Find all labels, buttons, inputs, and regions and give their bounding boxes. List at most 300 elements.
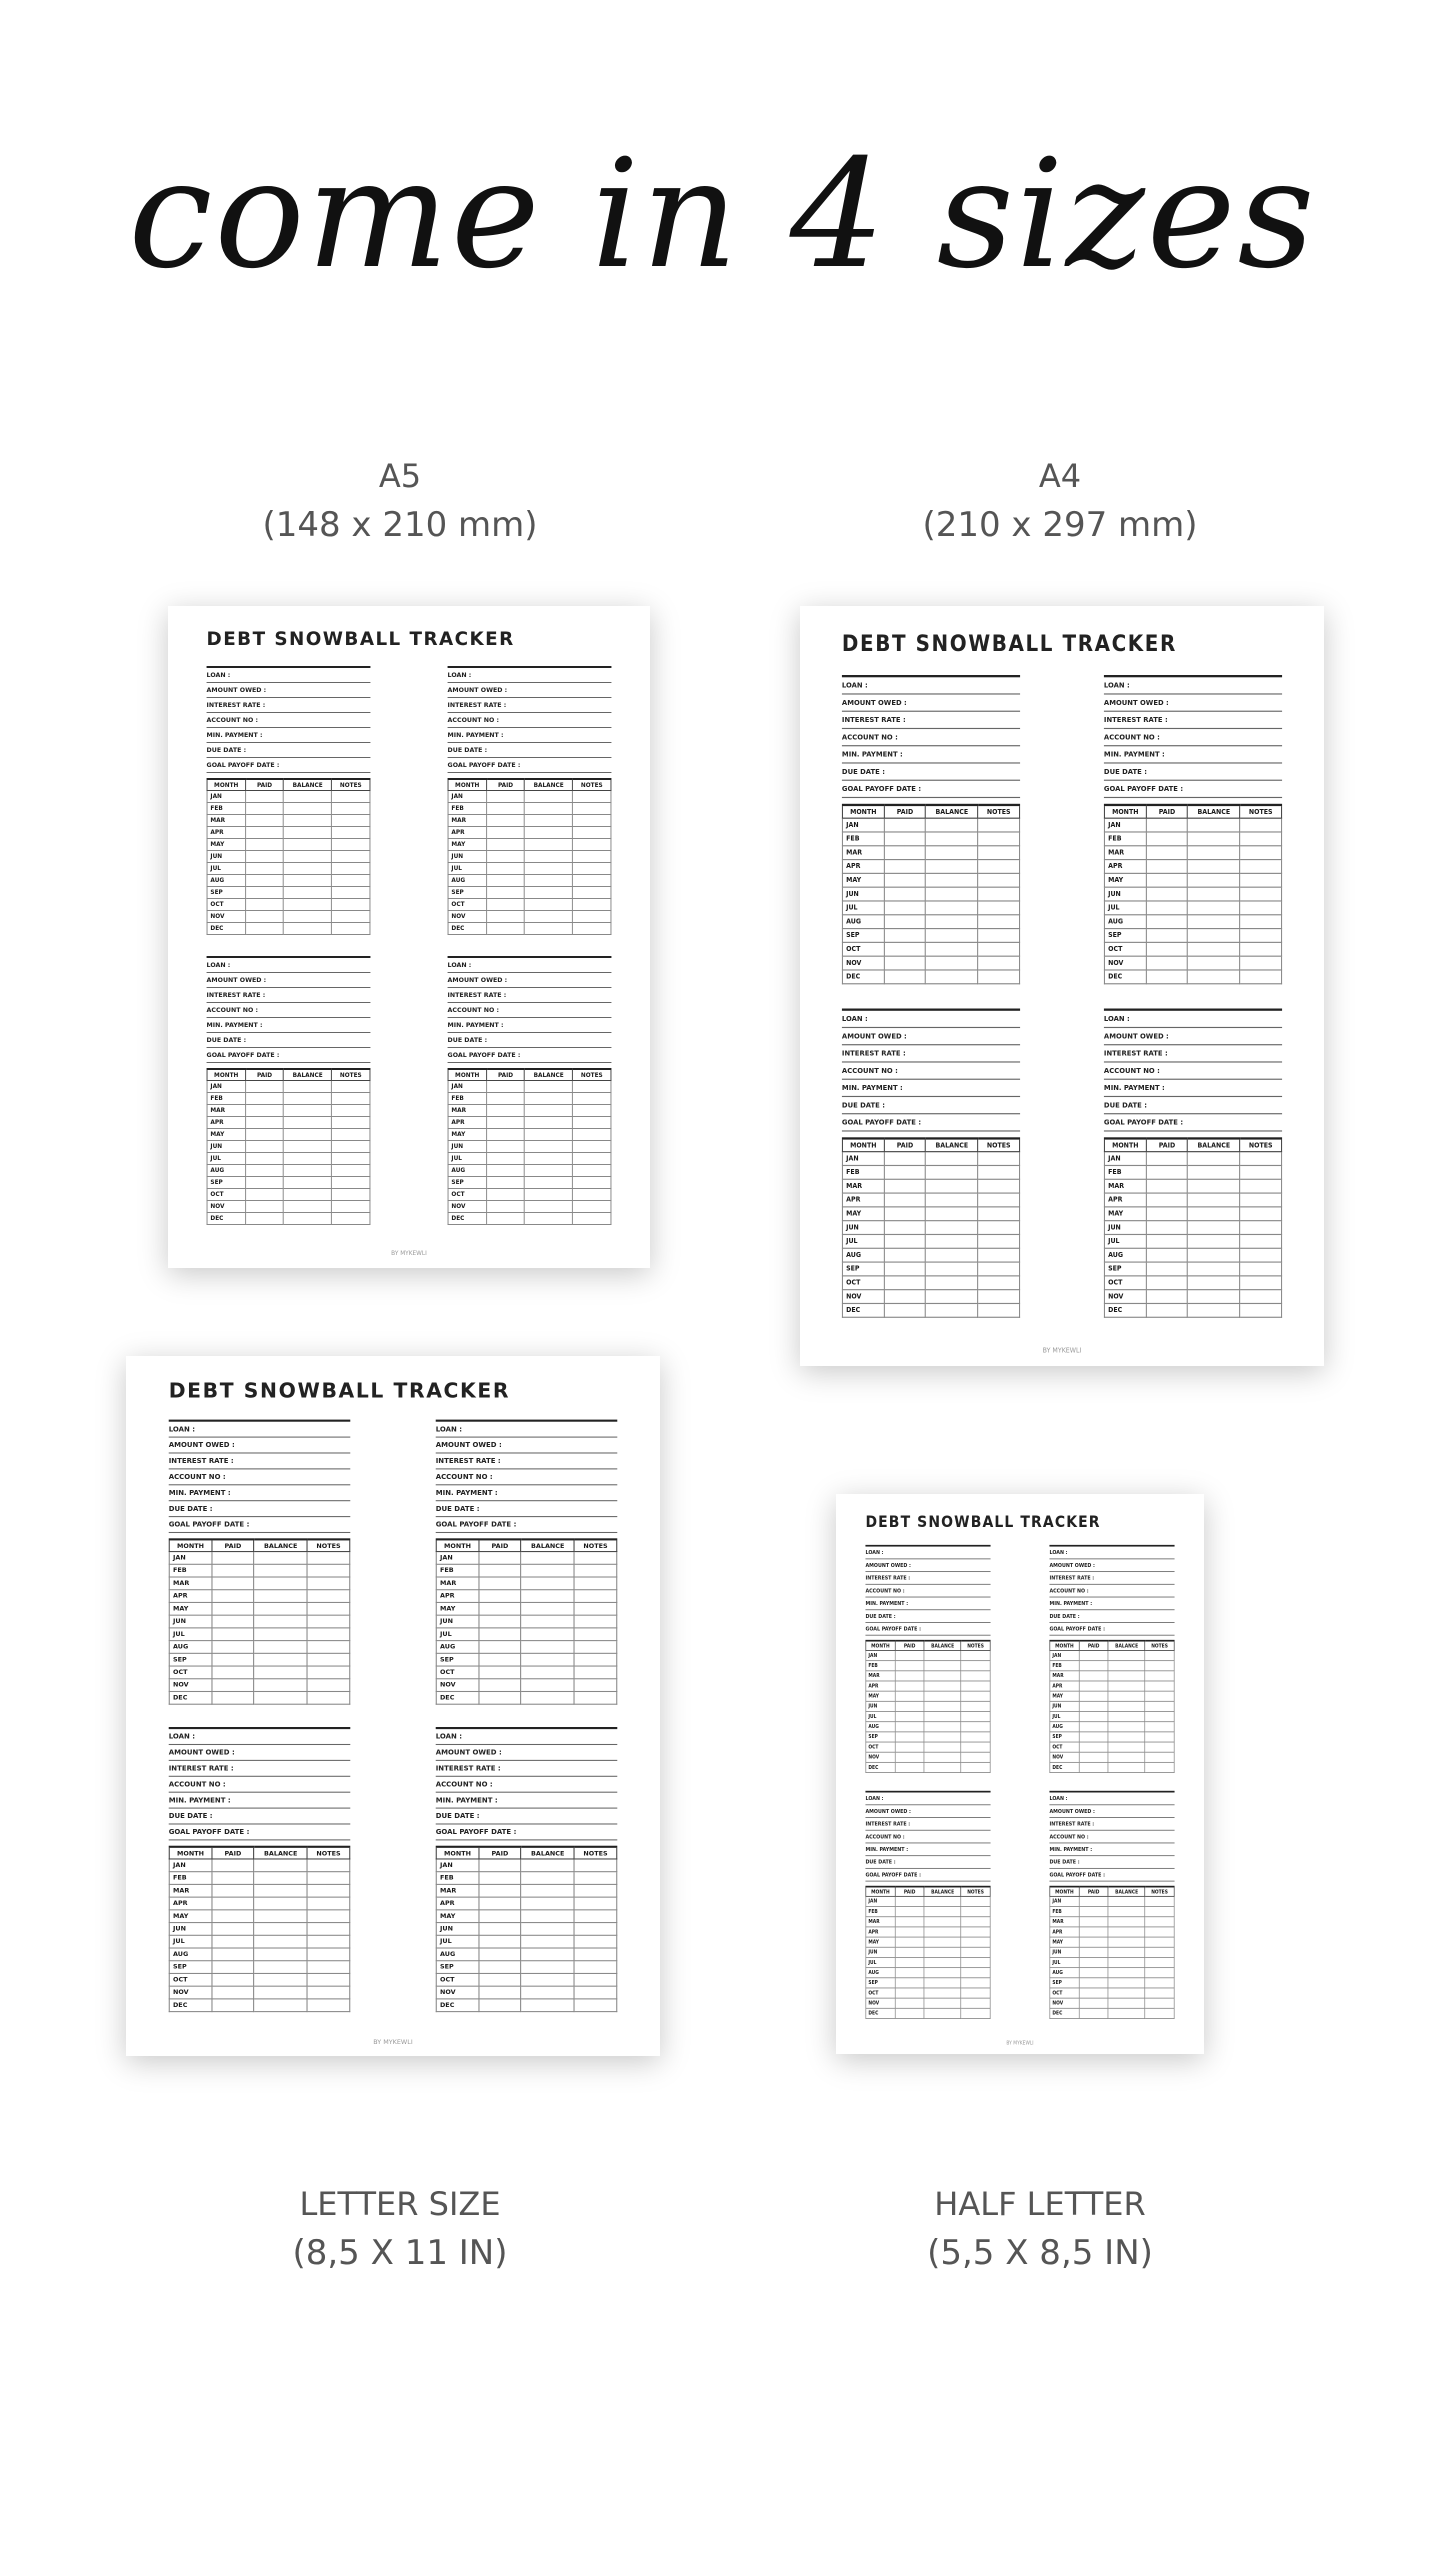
- entry-cell[interactable]: [978, 1262, 1020, 1276]
- entry-cell[interactable]: [1240, 860, 1282, 874]
- entry-cell[interactable]: [1108, 1978, 1145, 1988]
- entry-cell[interactable]: [1079, 1661, 1108, 1671]
- entry-cell[interactable]: [926, 887, 978, 901]
- entry-cell[interactable]: [521, 1679, 574, 1692]
- entry-cell[interactable]: [521, 1923, 574, 1936]
- entry-cell[interactable]: [573, 1153, 611, 1165]
- entry-cell[interactable]: [1188, 956, 1240, 970]
- entry-cell[interactable]: [1146, 818, 1188, 832]
- entry-cell[interactable]: [486, 923, 524, 935]
- entry-cell[interactable]: [573, 1141, 611, 1153]
- entry-cell[interactable]: [1145, 1917, 1174, 1927]
- entry-cell[interactable]: [245, 1093, 283, 1105]
- entry-cell[interactable]: [521, 1602, 574, 1615]
- entry-cell[interactable]: [961, 1927, 990, 1937]
- entry-cell[interactable]: [924, 1917, 961, 1927]
- entry-cell[interactable]: [1108, 1896, 1145, 1906]
- entry-cell[interactable]: [961, 2008, 990, 2018]
- entry-cell[interactable]: [284, 839, 332, 851]
- entry-cell[interactable]: [245, 1153, 283, 1165]
- entry-cell[interactable]: [1079, 1691, 1108, 1701]
- entry-cell[interactable]: [245, 899, 283, 911]
- entry-cell[interactable]: [245, 875, 283, 887]
- entry-cell[interactable]: [924, 1937, 961, 1947]
- entry-cell[interactable]: [307, 1986, 349, 1999]
- entry-cell[interactable]: [573, 1189, 611, 1201]
- entry-cell[interactable]: [573, 791, 611, 803]
- entry-cell[interactable]: [284, 1141, 332, 1153]
- entry-cell[interactable]: [895, 1681, 924, 1691]
- entry-cell[interactable]: [307, 1602, 349, 1615]
- entry-cell[interactable]: [573, 1213, 611, 1225]
- entry-cell[interactable]: [1146, 846, 1188, 860]
- entry-cell[interactable]: [926, 846, 978, 860]
- entry-cell[interactable]: [574, 1948, 616, 1961]
- entry-cell[interactable]: [525, 1117, 573, 1129]
- entry-cell[interactable]: [521, 1897, 574, 1910]
- entry-cell[interactable]: [924, 1752, 961, 1762]
- entry-cell[interactable]: [1145, 1968, 1174, 1978]
- entry-cell[interactable]: [1146, 1262, 1188, 1276]
- entry-cell[interactable]: [284, 1105, 332, 1117]
- entry-cell[interactable]: [1145, 1957, 1174, 1967]
- entry-cell[interactable]: [284, 1081, 332, 1093]
- entry-cell[interactable]: [1108, 1927, 1145, 1937]
- entry-cell[interactable]: [924, 1650, 961, 1660]
- entry-cell[interactable]: [245, 1129, 283, 1141]
- entry-cell[interactable]: [1145, 1998, 1174, 2008]
- entry-cell[interactable]: [961, 1742, 990, 1752]
- entry-cell[interactable]: [307, 1564, 349, 1577]
- entry-cell[interactable]: [254, 1961, 307, 1974]
- entry-cell[interactable]: [1108, 1712, 1145, 1722]
- entry-cell[interactable]: [1108, 1650, 1145, 1660]
- entry-cell[interactable]: [486, 1189, 524, 1201]
- entry-cell[interactable]: [1079, 1722, 1108, 1732]
- entry-cell[interactable]: [1145, 1732, 1174, 1742]
- entry-cell[interactable]: [1146, 1290, 1188, 1304]
- entry-cell[interactable]: [895, 1927, 924, 1937]
- entry-cell[interactable]: [245, 803, 283, 815]
- entry-cell[interactable]: [212, 1999, 254, 2012]
- entry-cell[interactable]: [479, 1910, 521, 1923]
- entry-cell[interactable]: [1079, 1907, 1108, 1917]
- entry-cell[interactable]: [924, 1907, 961, 1917]
- entry-cell[interactable]: [245, 851, 283, 863]
- entry-cell[interactable]: [332, 1129, 370, 1141]
- entry-cell[interactable]: [884, 929, 926, 943]
- entry-cell[interactable]: [978, 846, 1020, 860]
- entry-cell[interactable]: [1240, 1165, 1282, 1179]
- entry-cell[interactable]: [884, 1276, 926, 1290]
- entry-cell[interactable]: [926, 1193, 978, 1207]
- entry-cell[interactable]: [884, 1165, 926, 1179]
- entry-cell[interactable]: [254, 1552, 307, 1565]
- entry-cell[interactable]: [486, 803, 524, 815]
- entry-cell[interactable]: [254, 1653, 307, 1666]
- entry-cell[interactable]: [924, 1998, 961, 2008]
- entry-cell[interactable]: [1145, 1762, 1174, 1772]
- entry-cell[interactable]: [486, 1093, 524, 1105]
- entry-cell[interactable]: [1079, 1917, 1108, 1927]
- entry-cell[interactable]: [1108, 1907, 1145, 1917]
- entry-cell[interactable]: [1108, 1752, 1145, 1762]
- entry-cell[interactable]: [926, 1262, 978, 1276]
- entry-cell[interactable]: [332, 875, 370, 887]
- entry-cell[interactable]: [486, 899, 524, 911]
- entry-cell[interactable]: [573, 923, 611, 935]
- entry-cell[interactable]: [884, 970, 926, 984]
- entry-cell[interactable]: [884, 956, 926, 970]
- entry-cell[interactable]: [307, 1935, 349, 1948]
- entry-cell[interactable]: [978, 818, 1020, 832]
- entry-cell[interactable]: [884, 887, 926, 901]
- entry-cell[interactable]: [1146, 860, 1188, 874]
- entry-cell[interactable]: [574, 1897, 616, 1910]
- entry-cell[interactable]: [574, 1910, 616, 1923]
- entry-cell[interactable]: [961, 1712, 990, 1722]
- entry-cell[interactable]: [926, 1290, 978, 1304]
- entry-cell[interactable]: [525, 1213, 573, 1225]
- entry-cell[interactable]: [895, 1752, 924, 1762]
- entry-cell[interactable]: [479, 1552, 521, 1565]
- entry-cell[interactable]: [1240, 901, 1282, 915]
- entry-cell[interactable]: [479, 1615, 521, 1628]
- entry-cell[interactable]: [1145, 1681, 1174, 1691]
- entry-cell[interactable]: [307, 1552, 349, 1565]
- entry-cell[interactable]: [574, 1641, 616, 1654]
- entry-cell[interactable]: [284, 803, 332, 815]
- entry-cell[interactable]: [479, 1986, 521, 1999]
- entry-cell[interactable]: [1188, 915, 1240, 929]
- entry-cell[interactable]: [978, 1248, 1020, 1262]
- entry-cell[interactable]: [284, 1093, 332, 1105]
- entry-cell[interactable]: [574, 1628, 616, 1641]
- entry-cell[interactable]: [332, 1189, 370, 1201]
- entry-cell[interactable]: [1145, 1752, 1174, 1762]
- entry-cell[interactable]: [1146, 956, 1188, 970]
- entry-cell[interactable]: [926, 860, 978, 874]
- entry-cell[interactable]: [895, 1762, 924, 1772]
- entry-cell[interactable]: [895, 1722, 924, 1732]
- entry-cell[interactable]: [486, 1141, 524, 1153]
- entry-cell[interactable]: [573, 1105, 611, 1117]
- entry-cell[interactable]: [284, 791, 332, 803]
- entry-cell[interactable]: [479, 1897, 521, 1910]
- entry-cell[interactable]: [486, 1153, 524, 1165]
- entry-cell[interactable]: [1240, 818, 1282, 832]
- entry-cell[interactable]: [1146, 901, 1188, 915]
- entry-cell[interactable]: [978, 1234, 1020, 1248]
- entry-cell[interactable]: [245, 827, 283, 839]
- entry-cell[interactable]: [884, 846, 926, 860]
- entry-cell[interactable]: [961, 1998, 990, 2008]
- entry-cell[interactable]: [307, 1653, 349, 1666]
- entry-cell[interactable]: [926, 1207, 978, 1221]
- entry-cell[interactable]: [574, 1986, 616, 1999]
- entry-cell[interactable]: [525, 839, 573, 851]
- entry-cell[interactable]: [884, 915, 926, 929]
- entry-cell[interactable]: [521, 1935, 574, 1948]
- entry-cell[interactable]: [1146, 832, 1188, 846]
- entry-cell[interactable]: [573, 1201, 611, 1213]
- entry-cell[interactable]: [307, 1961, 349, 1974]
- entry-cell[interactable]: [1188, 1221, 1240, 1235]
- entry-cell[interactable]: [479, 1691, 521, 1704]
- entry-cell[interactable]: [924, 1722, 961, 1732]
- entry-cell[interactable]: [254, 1897, 307, 1910]
- entry-cell[interactable]: [332, 1153, 370, 1165]
- entry-cell[interactable]: [307, 1691, 349, 1704]
- entry-cell[interactable]: [332, 815, 370, 827]
- entry-cell[interactable]: [284, 911, 332, 923]
- entry-cell[interactable]: [884, 1193, 926, 1207]
- entry-cell[interactable]: [924, 1742, 961, 1752]
- entry-cell[interactable]: [521, 1628, 574, 1641]
- entry-cell[interactable]: [1188, 873, 1240, 887]
- entry-cell[interactable]: [245, 1081, 283, 1093]
- entry-cell[interactable]: [884, 1152, 926, 1166]
- entry-cell[interactable]: [1240, 873, 1282, 887]
- entry-cell[interactable]: [978, 887, 1020, 901]
- entry-cell[interactable]: [525, 1189, 573, 1201]
- entry-cell[interactable]: [212, 1641, 254, 1654]
- entry-cell[interactable]: [307, 1859, 349, 1872]
- entry-cell[interactable]: [525, 875, 573, 887]
- entry-cell[interactable]: [884, 1207, 926, 1221]
- entry-cell[interactable]: [479, 1872, 521, 1885]
- entry-cell[interactable]: [212, 1973, 254, 1986]
- entry-cell[interactable]: [521, 1961, 574, 1974]
- entry-cell[interactable]: [961, 1978, 990, 1988]
- entry-cell[interactable]: [307, 1628, 349, 1641]
- entry-cell[interactable]: [332, 1201, 370, 1213]
- entry-cell[interactable]: [332, 839, 370, 851]
- entry-cell[interactable]: [525, 851, 573, 863]
- entry-cell[interactable]: [521, 1948, 574, 1961]
- entry-cell[interactable]: [961, 1957, 990, 1967]
- entry-cell[interactable]: [525, 803, 573, 815]
- entry-cell[interactable]: [884, 942, 926, 956]
- entry-cell[interactable]: [307, 1872, 349, 1885]
- entry-cell[interactable]: [1079, 1978, 1108, 1988]
- entry-cell[interactable]: [1188, 1290, 1240, 1304]
- entry-cell[interactable]: [1188, 818, 1240, 832]
- entry-cell[interactable]: [1146, 970, 1188, 984]
- entry-cell[interactable]: [574, 1577, 616, 1590]
- entry-cell[interactable]: [521, 1641, 574, 1654]
- entry-cell[interactable]: [332, 1177, 370, 1189]
- entry-cell[interactable]: [924, 1957, 961, 1967]
- entry-cell[interactable]: [332, 1093, 370, 1105]
- entry-cell[interactable]: [245, 1177, 283, 1189]
- entry-cell[interactable]: [926, 818, 978, 832]
- entry-cell[interactable]: [332, 1117, 370, 1129]
- entry-cell[interactable]: [1146, 1152, 1188, 1166]
- entry-cell[interactable]: [486, 911, 524, 923]
- entry-cell[interactable]: [926, 956, 978, 970]
- entry-cell[interactable]: [525, 1105, 573, 1117]
- entry-cell[interactable]: [1146, 1221, 1188, 1235]
- entry-cell[interactable]: [1188, 970, 1240, 984]
- entry-cell[interactable]: [978, 929, 1020, 943]
- entry-cell[interactable]: [573, 887, 611, 899]
- entry-cell[interactable]: [332, 1081, 370, 1093]
- entry-cell[interactable]: [521, 1615, 574, 1628]
- entry-cell[interactable]: [573, 1177, 611, 1189]
- entry-cell[interactable]: [1188, 1303, 1240, 1317]
- entry-cell[interactable]: [1079, 1701, 1108, 1711]
- entry-cell[interactable]: [884, 860, 926, 874]
- entry-cell[interactable]: [284, 863, 332, 875]
- entry-cell[interactable]: [895, 1968, 924, 1978]
- entry-cell[interactable]: [1145, 1722, 1174, 1732]
- entry-cell[interactable]: [924, 1712, 961, 1722]
- entry-cell[interactable]: [212, 1653, 254, 1666]
- entry-cell[interactable]: [254, 1564, 307, 1577]
- entry-cell[interactable]: [961, 1701, 990, 1711]
- entry-cell[interactable]: [1108, 1661, 1145, 1671]
- entry-cell[interactable]: [254, 1986, 307, 1999]
- entry-cell[interactable]: [924, 1681, 961, 1691]
- entry-cell[interactable]: [254, 1859, 307, 1872]
- entry-cell[interactable]: [479, 1948, 521, 1961]
- entry-cell[interactable]: [1240, 832, 1282, 846]
- entry-cell[interactable]: [525, 791, 573, 803]
- entry-cell[interactable]: [525, 1177, 573, 1189]
- entry-cell[interactable]: [574, 1602, 616, 1615]
- entry-cell[interactable]: [486, 1201, 524, 1213]
- entry-cell[interactable]: [1188, 1193, 1240, 1207]
- entry-cell[interactable]: [307, 1948, 349, 1961]
- entry-cell[interactable]: [573, 1165, 611, 1177]
- entry-cell[interactable]: [574, 1552, 616, 1565]
- entry-cell[interactable]: [1145, 1937, 1174, 1947]
- entry-cell[interactable]: [212, 1552, 254, 1565]
- entry-cell[interactable]: [1108, 1701, 1145, 1711]
- entry-cell[interactable]: [924, 1691, 961, 1701]
- entry-cell[interactable]: [1145, 1896, 1174, 1906]
- entry-cell[interactable]: [212, 1564, 254, 1577]
- entry-cell[interactable]: [284, 1153, 332, 1165]
- entry-cell[interactable]: [978, 915, 1020, 929]
- entry-cell[interactable]: [332, 791, 370, 803]
- entry-cell[interactable]: [573, 1093, 611, 1105]
- entry-cell[interactable]: [1240, 1262, 1282, 1276]
- entry-cell[interactable]: [961, 1691, 990, 1701]
- entry-cell[interactable]: [245, 839, 283, 851]
- entry-cell[interactable]: [525, 899, 573, 911]
- entry-cell[interactable]: [884, 1248, 926, 1262]
- entry-cell[interactable]: [924, 2008, 961, 2018]
- entry-cell[interactable]: [521, 1986, 574, 1999]
- entry-cell[interactable]: [479, 1679, 521, 1692]
- entry-cell[interactable]: [1108, 1968, 1145, 1978]
- entry-cell[interactable]: [1240, 956, 1282, 970]
- entry-cell[interactable]: [254, 1999, 307, 2012]
- entry-cell[interactable]: [1108, 1742, 1145, 1752]
- entry-cell[interactable]: [978, 832, 1020, 846]
- entry-cell[interactable]: [1188, 1234, 1240, 1248]
- entry-cell[interactable]: [884, 1303, 926, 1317]
- entry-cell[interactable]: [1240, 1193, 1282, 1207]
- entry-cell[interactable]: [254, 1973, 307, 1986]
- entry-cell[interactable]: [521, 1666, 574, 1679]
- entry-cell[interactable]: [332, 851, 370, 863]
- entry-cell[interactable]: [254, 1948, 307, 1961]
- entry-cell[interactable]: [1146, 1193, 1188, 1207]
- entry-cell[interactable]: [1240, 846, 1282, 860]
- entry-cell[interactable]: [307, 1884, 349, 1897]
- entry-cell[interactable]: [961, 1988, 990, 1998]
- entry-cell[interactable]: [1145, 1650, 1174, 1660]
- entry-cell[interactable]: [212, 1628, 254, 1641]
- entry-cell[interactable]: [254, 1910, 307, 1923]
- entry-cell[interactable]: [924, 1732, 961, 1742]
- entry-cell[interactable]: [479, 1602, 521, 1615]
- entry-cell[interactable]: [961, 1681, 990, 1691]
- entry-cell[interactable]: [884, 873, 926, 887]
- entry-cell[interactable]: [479, 1961, 521, 1974]
- entry-cell[interactable]: [525, 887, 573, 899]
- entry-cell[interactable]: [1108, 1762, 1145, 1772]
- entry-cell[interactable]: [1146, 1276, 1188, 1290]
- entry-cell[interactable]: [212, 1679, 254, 1692]
- entry-cell[interactable]: [1188, 1152, 1240, 1166]
- entry-cell[interactable]: [1188, 1262, 1240, 1276]
- entry-cell[interactable]: [895, 1937, 924, 1947]
- entry-cell[interactable]: [895, 1998, 924, 2008]
- entry-cell[interactable]: [486, 1213, 524, 1225]
- entry-cell[interactable]: [1079, 1671, 1108, 1681]
- entry-cell[interactable]: [884, 1234, 926, 1248]
- entry-cell[interactable]: [332, 887, 370, 899]
- entry-cell[interactable]: [961, 1762, 990, 1772]
- entry-cell[interactable]: [1240, 887, 1282, 901]
- entry-cell[interactable]: [1145, 1947, 1174, 1957]
- entry-cell[interactable]: [573, 911, 611, 923]
- entry-cell[interactable]: [486, 1117, 524, 1129]
- entry-cell[interactable]: [884, 1221, 926, 1235]
- entry-cell[interactable]: [307, 1590, 349, 1603]
- entry-cell[interactable]: [1079, 1947, 1108, 1957]
- entry-cell[interactable]: [1146, 1303, 1188, 1317]
- entry-cell[interactable]: [895, 1691, 924, 1701]
- entry-cell[interactable]: [573, 899, 611, 911]
- entry-cell[interactable]: [479, 1564, 521, 1577]
- entry-cell[interactable]: [924, 1978, 961, 1988]
- entry-cell[interactable]: [486, 1177, 524, 1189]
- entry-cell[interactable]: [1145, 1671, 1174, 1681]
- entry-cell[interactable]: [307, 1910, 349, 1923]
- entry-cell[interactable]: [212, 1961, 254, 1974]
- entry-cell[interactable]: [245, 815, 283, 827]
- entry-cell[interactable]: [573, 803, 611, 815]
- entry-cell[interactable]: [332, 803, 370, 815]
- entry-cell[interactable]: [212, 1986, 254, 1999]
- entry-cell[interactable]: [1240, 942, 1282, 956]
- entry-cell[interactable]: [978, 1290, 1020, 1304]
- entry-cell[interactable]: [884, 1179, 926, 1193]
- entry-cell[interactable]: [307, 1615, 349, 1628]
- entry-cell[interactable]: [1145, 1927, 1174, 1937]
- entry-cell[interactable]: [332, 1105, 370, 1117]
- entry-cell[interactable]: [332, 1141, 370, 1153]
- entry-cell[interactable]: [479, 1577, 521, 1590]
- entry-cell[interactable]: [245, 1201, 283, 1213]
- entry-cell[interactable]: [884, 1290, 926, 1304]
- entry-cell[interactable]: [961, 1917, 990, 1927]
